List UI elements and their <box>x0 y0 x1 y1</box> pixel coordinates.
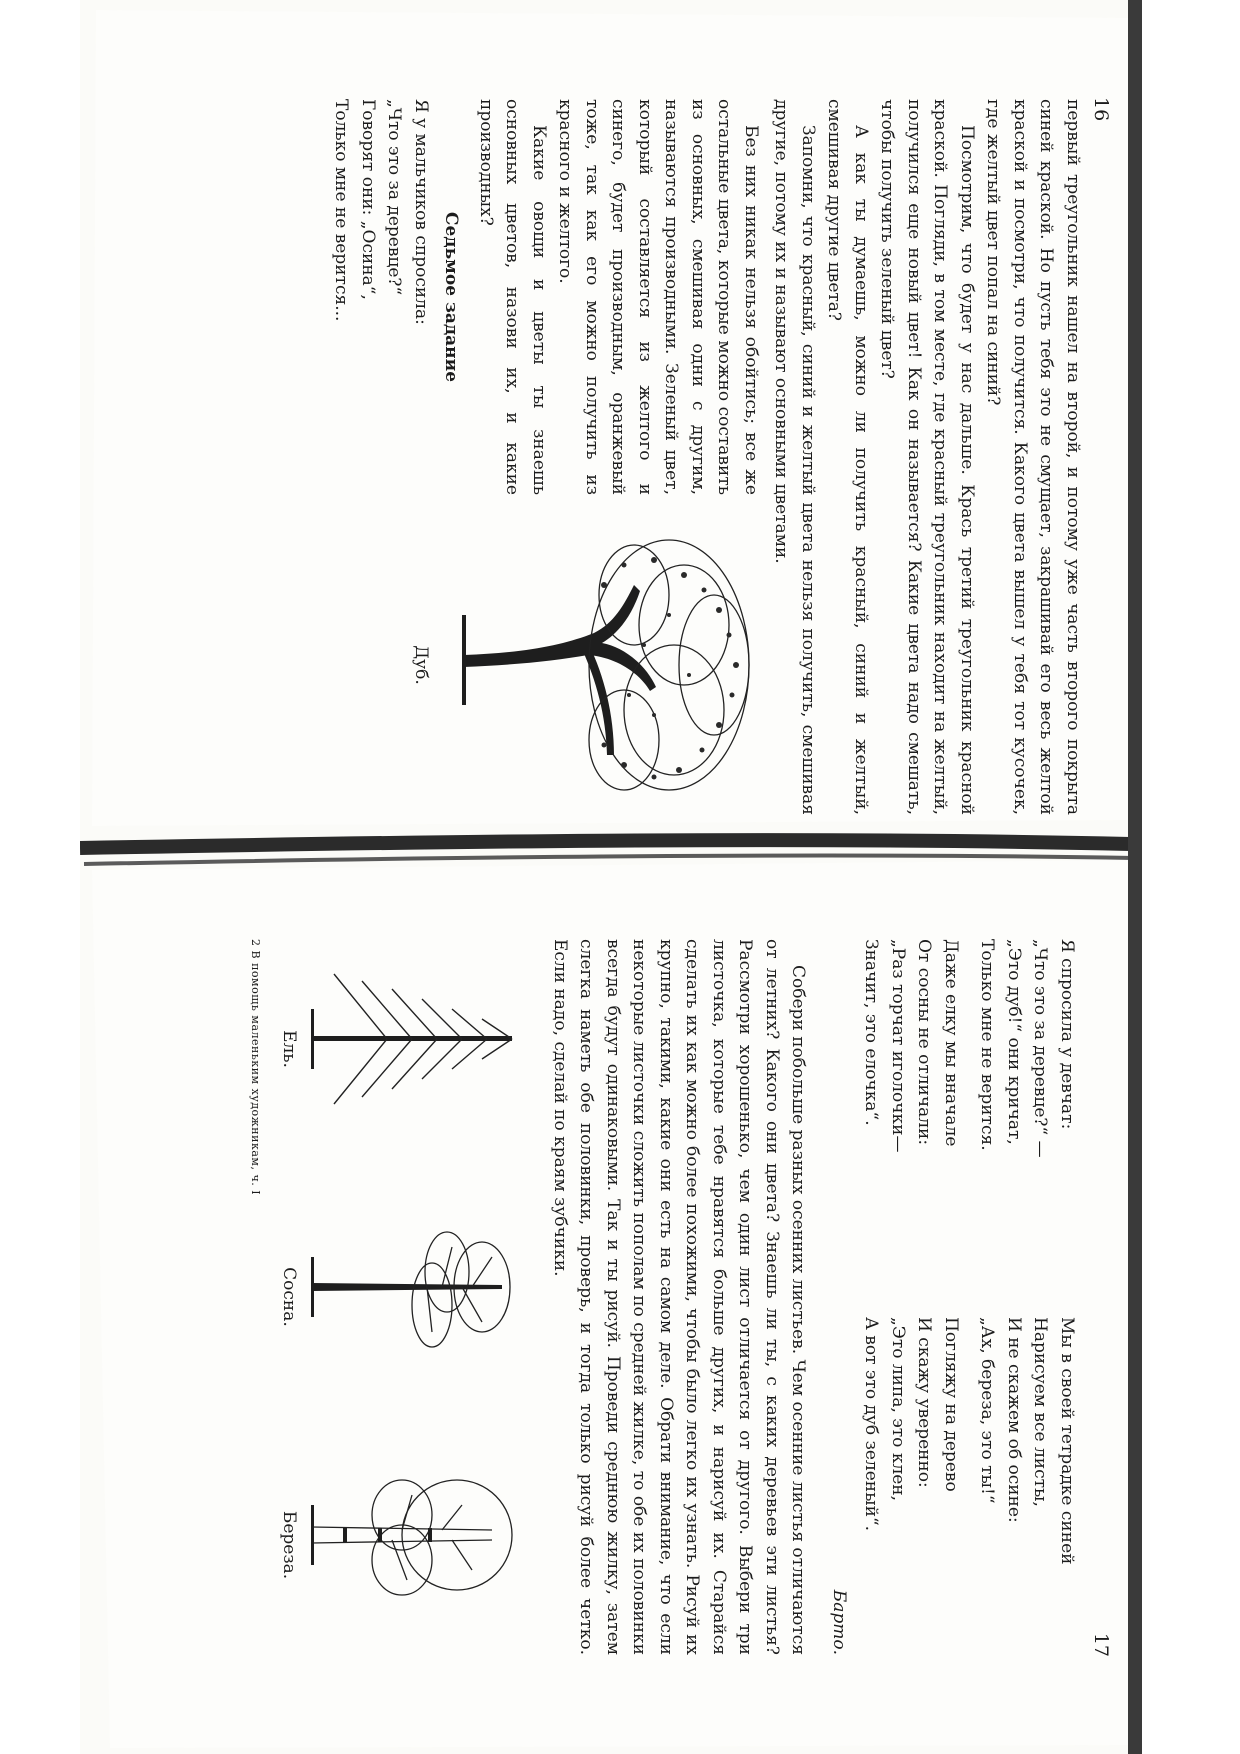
pine-figure <box>276 1187 533 1407</box>
spruce-figure <box>276 939 533 1159</box>
caption-pine: Сосна. <box>279 1267 300 1327</box>
poem-line: Я спросила у девчат: <box>1057 939 1077 1130</box>
poem-line: Я у мальчиков спросила: <box>411 99 431 325</box>
paragraph-question-primary: А как ты думаешь, можно ли получить красный, синий и желтый, смешивая другие цвета? <box>824 99 871 815</box>
left-page <box>120 57 1120 857</box>
pine-tree-illustration <box>303 1187 533 1387</box>
poem-line: „Что это за деревце?“ <box>384 99 405 296</box>
caption-oak: Дуб. <box>411 645 431 685</box>
oak-figure <box>328 515 764 815</box>
poem-line: „Это дуб!“ они кричат, <box>1004 939 1024 1145</box>
poem-columns <box>826 939 1081 1655</box>
left-page-lower <box>328 99 764 815</box>
page-number-16: 16 <box>1090 97 1112 122</box>
poem-line: Мы в своей тетрадке синей <box>1057 1317 1077 1565</box>
poem-column-left <box>826 939 1081 1277</box>
left-page-text-column <box>328 99 764 495</box>
poem-line: „Ах, береза, это ты!“ <box>977 1317 998 1504</box>
poem-line: Говорят они: „Осина“, <box>358 99 378 300</box>
trees-row <box>276 939 533 1655</box>
paragraph-vegetables-question: Какие овощи и цветы ты знаешь основных цветов, назови их, и какие производных? <box>476 99 549 495</box>
paragraph-third-triangle: Посмотрим, что будет у нас дальше. Крась третий треугольник красной краской. Погляди, в том месте, где красный треугольник находит на желтый, получился еще новый цвет! Как он называется? Какие цвета надо смешать, чтобы получить зеленый цвет? <box>877 99 977 815</box>
poem-line: И не скажем об осине: <box>1004 1317 1024 1523</box>
poem-line: И скажу уверенно: <box>914 1317 935 1488</box>
paragraph-derived-colors: Без них никак нельзя обойтись; все же остальные цвета, которые можно составить из основных, смешивая одни с другим, называются производными. Зеленый цвет, который составляется из желтого и синего, будет производным, оранжевый тоже, так как его можно получить из красного и желтого. <box>555 99 761 495</box>
page-number-17: 17 <box>1090 1632 1112 1657</box>
caption-birch: Береза. <box>279 1510 300 1580</box>
poem-line: А вот это дуб зеленый“. <box>861 1317 882 1532</box>
poem-line: „Что это за деревце?“ — <box>1030 939 1051 1158</box>
poem-line: Даже елку мы вначале <box>941 939 961 1147</box>
poem-line: Нарисуем все листы, <box>1030 1317 1051 1507</box>
poem-line: Только мне не верится. <box>977 939 998 1151</box>
poem-line: „Это липа, это клен, <box>888 1317 908 1502</box>
footnote: 2 В помощь маленьким художникам, ч. I <box>249 939 262 1196</box>
caption-spruce: Ель. <box>279 1030 300 1068</box>
spruce-tree-illustration <box>303 939 533 1139</box>
poem-line: От сосны не отличали: <box>914 939 935 1146</box>
paragraph-continued: первый треугольник нашел на второй, и потому уже часть второго покрыта синей краской. Но пусть тебя это не смущает, закрашивай его весь желтой краской и посмотри, что получится. Какого цвета вышел у тебя тот кусочек, где желтый цвет попал на синий? <box>983 99 1083 815</box>
oak-tree-illustration <box>434 515 764 815</box>
poem-line: Только мне не верится... <box>331 99 352 322</box>
poem-author: Барто. <box>829 1589 849 1655</box>
poem-line: Погляжу на дерево <box>941 1317 961 1492</box>
paragraph-remember-primary: Запомни, что красный, синий и желтый цвета нельзя получить, смешивая другие, потому их и называют основными цветами. <box>771 99 818 815</box>
paragraph-collect-leaves: Собери побольше разных осенних листьев. Чем осенние листья отличаются от летних? Какого они цвета? Знаешь ли ты, с каких деревьев эти листья? Рассмотри хорошенько, чем один лист отличается от другого. Выбери три листочка, которые тебе нравятся больше других, и нарисуй их. Старайся сделать их как можно более похожими, чтобы было легко их узнать. Рисуй их крупно, такими, какие они есть на самом деле. Обрати внимание, что если некоторые листочки сложить пополам по средней жилке, то обе их половинки всегда будут одинаковыми. Так и ты рисуй. Проведи среднюю жилку, затем слегка наметь обе половинки, проверь, и тогда только рисуй более четко. Если надо, сделай по краям зубчики. <box>550 939 809 1655</box>
right-page <box>120 897 1120 1697</box>
poem-line: Значит, это елочка“. <box>861 939 882 1126</box>
poem-line: „Раз торчат иголочки— <box>888 939 908 1153</box>
birch-figure <box>276 1435 533 1655</box>
poem-column-right <box>826 1317 1081 1655</box>
book-spread <box>120 57 1120 1697</box>
poem-aspen <box>328 99 434 495</box>
section-title-seventh-task: Седьмое задание <box>441 211 462 383</box>
birch-tree-illustration <box>303 1435 533 1635</box>
